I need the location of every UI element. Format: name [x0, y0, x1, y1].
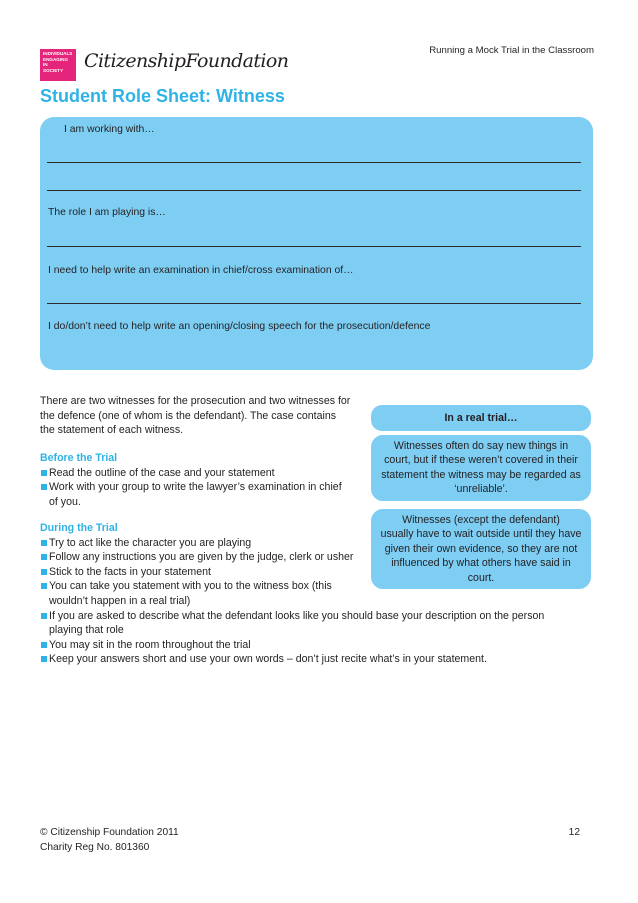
answer-line — [47, 246, 581, 247]
intro-line: the statement of each witness. — [40, 424, 184, 437]
intro-line: the defence (one of whom is the defendant). The case contains — [40, 409, 337, 422]
page-title: Student Role Sheet: Witness — [40, 86, 285, 106]
examination-label: I need to help write an examination in chief/cross examination of… — [48, 265, 354, 276]
sidebar-title: In a real trial… — [371, 405, 591, 431]
intro-line: There are two witnesses for the prosecution and two witnesses for — [40, 395, 351, 407]
answer-line — [47, 190, 581, 191]
list-item: Read the outline of the case and your statement — [40, 466, 370, 481]
answer-line — [47, 303, 581, 304]
bullet-square-icon — [41, 656, 47, 662]
list-item: Work with your group to write the lawyer’s examination in chief of you. — [40, 480, 370, 509]
section-heading: Before the Trial — [40, 452, 118, 464]
footer-left — [40, 826, 179, 855]
role-playing-label: The role I am playing is… — [48, 207, 166, 218]
answer-line — [47, 162, 581, 163]
before-trial-section — [40, 451, 370, 509]
bullet-square-icon — [41, 642, 47, 648]
bullet-square-icon — [41, 484, 47, 490]
speech-label: I do/don’t need to help write an opening/closing speech for the prosecution/defence — [48, 321, 431, 332]
role-form-panel — [40, 117, 593, 370]
sidebar-line: Witnesses often do say new things in — [393, 440, 569, 452]
sidebar-box-1 — [371, 435, 591, 501]
logo-box — [40, 49, 76, 81]
sidebar-line: influenced by what others have said in — [391, 557, 571, 570]
working-with-label: I am working with… — [64, 124, 155, 135]
list-item: You may sit in the room throughout the trial — [40, 638, 600, 653]
logo-box-line: SOCIETY — [43, 67, 64, 73]
logo-wordmark: CitizenshipFoundation — [84, 50, 289, 72]
sidebar-line: ‘unreliable’. — [454, 483, 508, 496]
sidebar-line: court, but if these weren’t covered in their — [384, 454, 578, 467]
charity-text: Charity Reg No. 801360 — [40, 841, 150, 853]
copyright-text: © Citizenship Foundation 2011 — [40, 827, 179, 838]
bullet-square-icon — [41, 613, 47, 619]
intro-paragraph — [40, 394, 370, 438]
sidebar-line: given their own evidence, so they are not — [384, 542, 578, 555]
bullet-square-icon — [41, 569, 47, 575]
bullet-square-icon — [41, 554, 47, 560]
bullet-square-icon — [41, 470, 47, 476]
sidebar-line: court. — [467, 571, 495, 584]
list-item: You can take you statement with you to the witness box (this wouldn’t happen in a real trial) — [40, 579, 600, 608]
section-heading: During the Trial — [40, 522, 118, 534]
logo-box-line: INDIVIDUALS — [43, 51, 73, 56]
sidebar-line: usually have to wait outside until they have — [380, 528, 582, 541]
sidebar-line: Witnesses (except the defendant) — [402, 514, 560, 526]
list-item: Keep your answers short and use your own words – don’t just recite what’s in your statement. — [40, 652, 600, 667]
list-item: Stick to the facts in your statement — [40, 565, 600, 580]
bullet-square-icon — [41, 583, 47, 589]
logo-box-line: ENGAGING IN — [43, 56, 69, 68]
bullet-square-icon — [41, 540, 47, 546]
list-item: Try to act like the character you are playing — [40, 536, 600, 551]
list-item: If you are asked to describe what the defendant looks like you should base your description on the person playing that role — [40, 609, 600, 638]
list-item: Follow any instructions you are given by the judge, clerk or usher — [40, 550, 600, 565]
page-number: 12 — [568, 827, 580, 838]
sidebar-line: statement the witness may be regarded as — [381, 468, 581, 481]
sidebar-box-2 — [371, 509, 591, 589]
running-title: Running a Mock Trial in the Classroom — [429, 45, 594, 56]
